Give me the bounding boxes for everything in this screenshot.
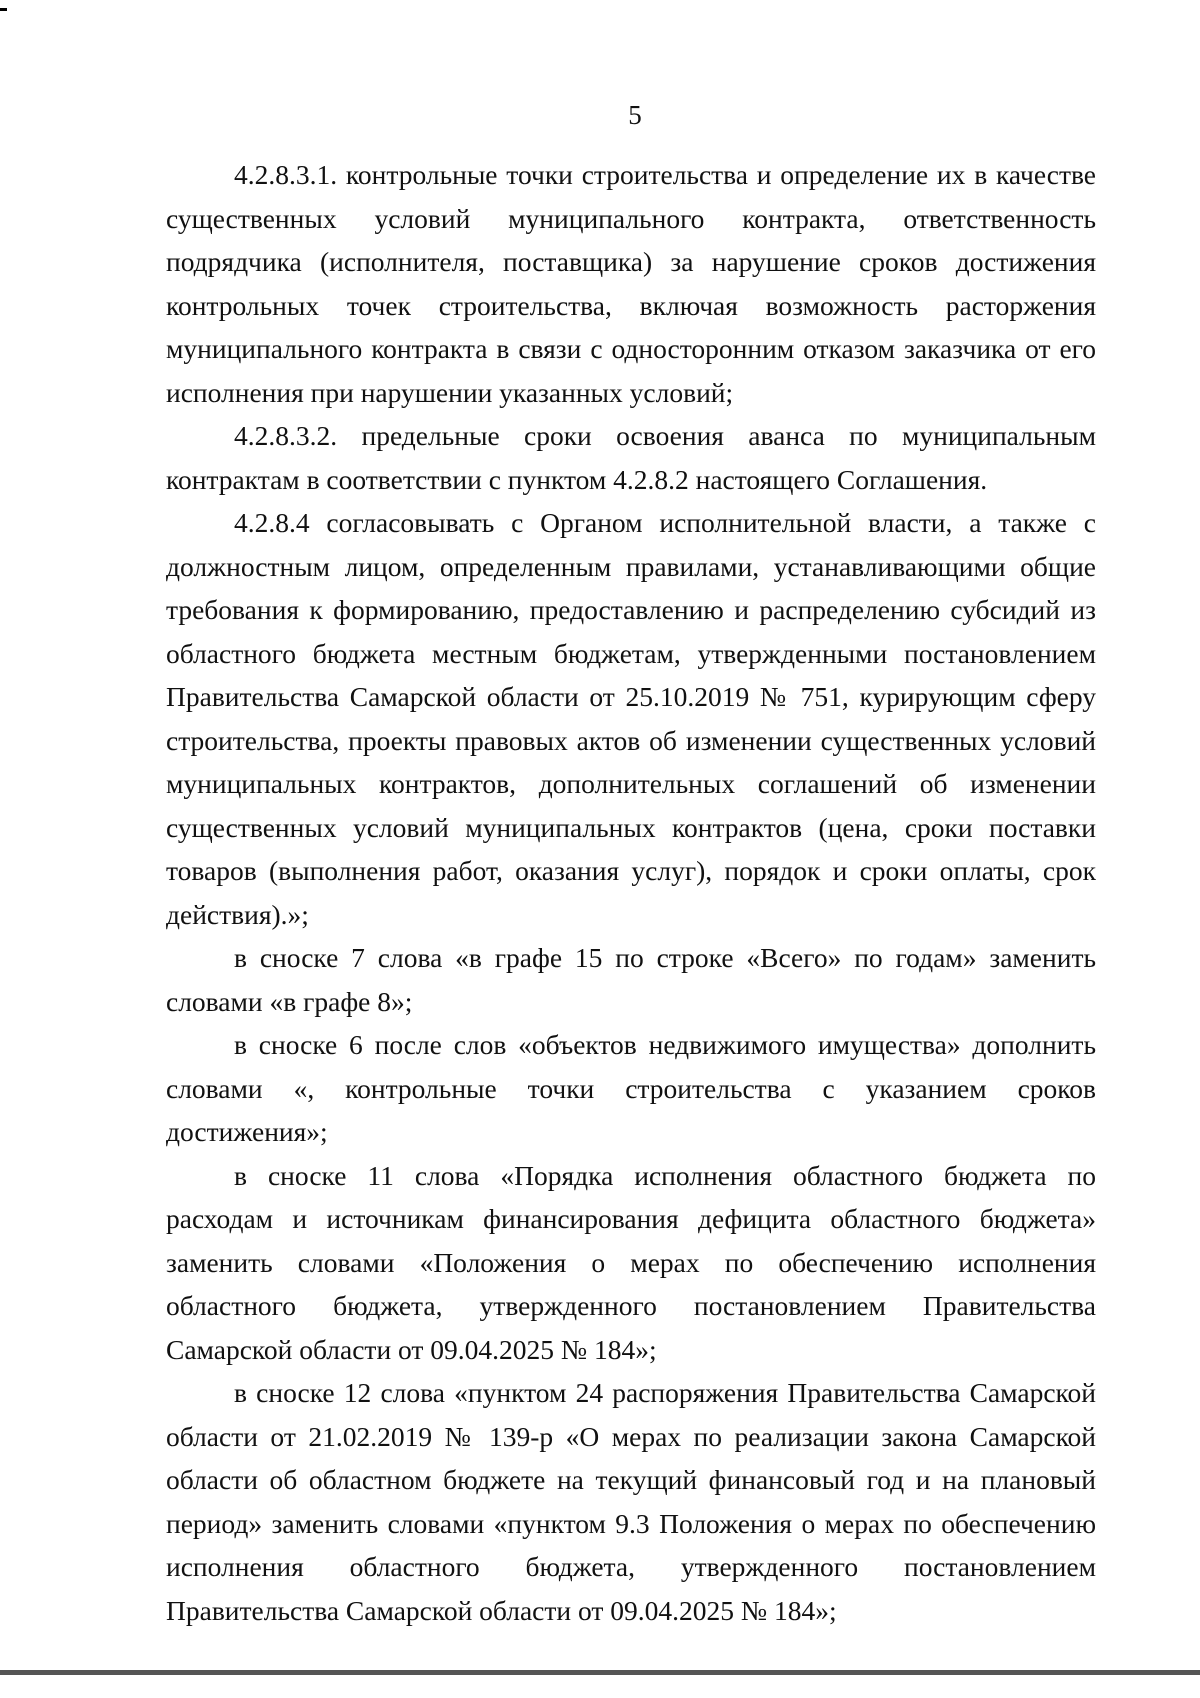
paragraph-4-2-8-4: 4.2.8.4 согласовывать с Органом исполнительной власти, а также с должностным лицом, определенным правилами, устанавливающими общие требования к формированию, предоставлению и распределению субсидий из областного бюджета местным бюджетам, утвержденными постановлением Правительства Самарской области от 25.10.2019 № 751, курирующим сферу строительства, проекты правовых актов об изменении существенных условий муниципальных контрактов, дополнительных соглашений об изменении существенных условий муниципальных контрактов (цена, сроки поставки товаров (выполнения работ, оказания услуг), порядок и сроки оплаты, срок действия).»; bbox=[166, 507, 1096, 930]
page-number: 5 bbox=[628, 100, 642, 130]
paragraph-footnote-6: в сноске 6 после слов «объектов недвижимого имущества» дополнить словами «, контрольные точки строительства с указанием сроков достижения»; bbox=[166, 1029, 1096, 1147]
paragraph-4-2-8-3-2: 4.2.8.3.2. предельные сроки освоения аванса по муниципальным контрактам в соответствии с пунктом 4.2.8.2 настоящего Соглашения. bbox=[166, 420, 1096, 495]
scan-corner-mark bbox=[0, 8, 7, 11]
paragraph-footnote-12: в сноске 12 слова «пунктом 24 распоряжения Правительства Самарской области от 21.02.2019 № 139-р «О мерах по реализации закона Самарской области об областном бюджете на текущий финансовый год и на плановый период» заменить словами «пунктом 9.3 Положения о мерах по обеспечению исполнения областного бюджета, утвержденного постановлением Правительства Самарской области от 09.04.2025 № 184»; bbox=[166, 1377, 1096, 1626]
document-body bbox=[166, 153, 1096, 1632]
paragraph-footnote-7: в сноске 7 слова «в графе 15 по строке «Всего» по годам» заменить словами «в графе 8»; bbox=[166, 942, 1096, 1017]
scan-bottom-edge bbox=[0, 1670, 1200, 1675]
paragraph-4-2-8-3-1: 4.2.8.3.1. контрольные точки строительства и определение их в качестве существенных условий муниципального контракта, ответственность подрядчика (исполнителя, поставщика) за нарушение сроков достижения контрольных точек строительства, включая возможность расторжения муниципального контракта в связи с односторонним отказом заказчика от его исполнения при нарушении указанных условий; bbox=[166, 159, 1096, 408]
paragraph-footnote-11: в сноске 11 слова «Порядка исполнения областного бюджета по расходам и источникам финансирования дефицита областного бюджета» заменить словами «Положения о мерах по обеспечению исполнения областного бюджета, утвержденного постановлением Правительства Самарской области от 09.04.2025 № 184»; bbox=[166, 1159, 1096, 1365]
